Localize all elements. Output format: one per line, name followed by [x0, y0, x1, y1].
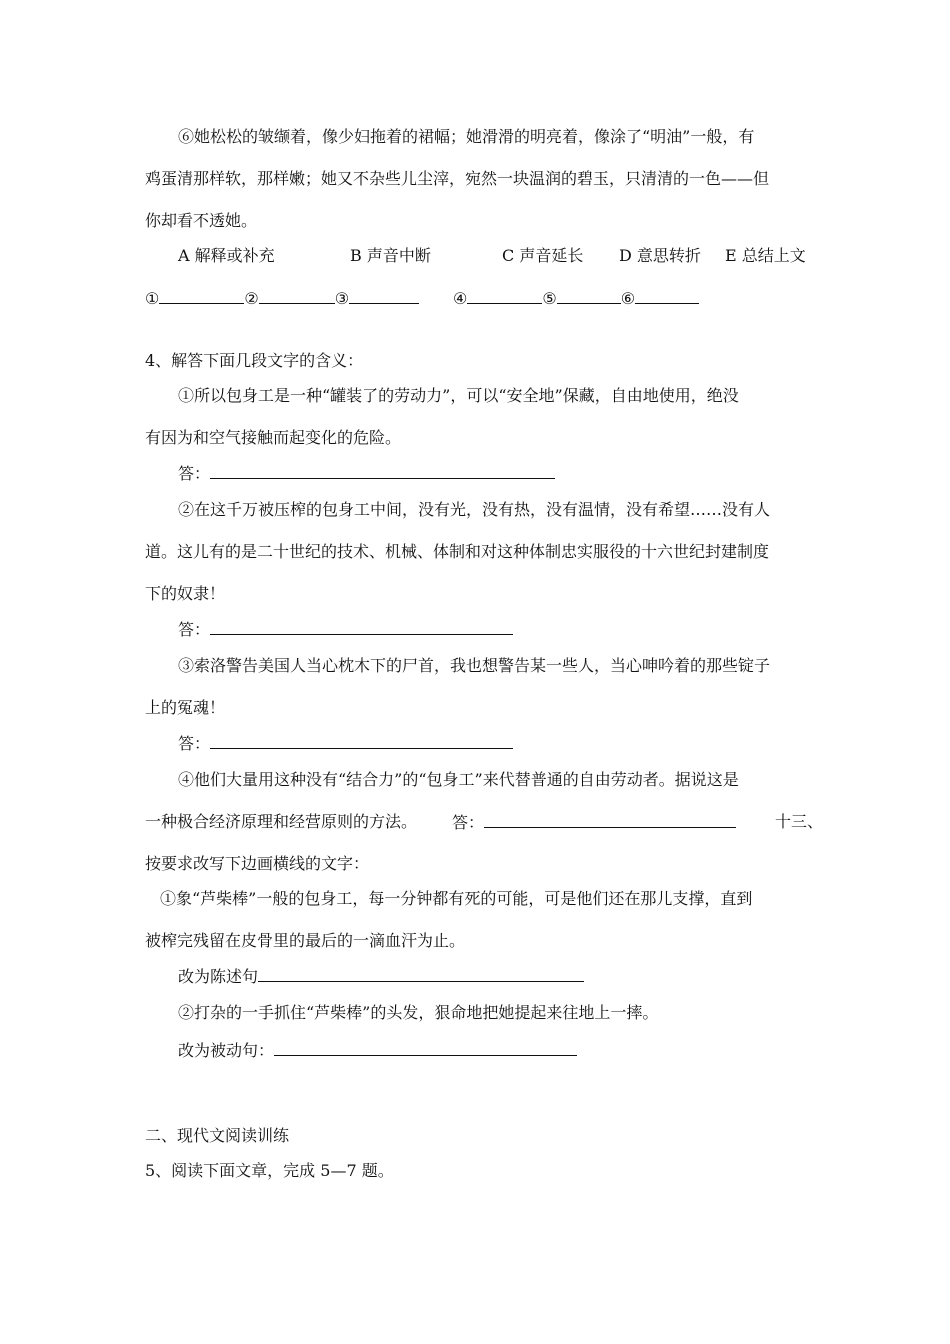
- rewrite-answer-line-1[interactable]: [258, 965, 584, 982]
- answer-blank-2[interactable]: [259, 287, 335, 304]
- answer-blank-5[interactable]: [557, 287, 621, 304]
- q4-p2-line1: ②在这千万被压榨的包身工中间，没有光，没有热，没有温情，没有希望……没有人: [178, 500, 771, 519]
- answer-blank-3[interactable]: [349, 287, 419, 304]
- q4-p2-line2: 道。这儿有的是二十世纪的技术、机械、体制和对这种体制忠实服役的十六世纪封建制度: [145, 542, 770, 561]
- para6-line1: ⑥她松松的皱缬着，像少妇拖着的裙幅；她滑滑的明亮着，像涂了“明油”一般，有: [178, 127, 755, 146]
- q4-heading: 4、解答下面几段文字的含义：: [145, 351, 364, 370]
- rewrite1-line1: ①象“芦柴棒”一般的包身工，每一分钟都有死的可能，可是他们还在那儿支撑，直到: [160, 889, 753, 908]
- answer-label: 答：: [178, 734, 211, 753]
- answer-blank-6[interactable]: [635, 287, 699, 304]
- blank-number-5: ⑤: [542, 289, 557, 308]
- rewrite-answer-line-2[interactable]: [274, 1039, 577, 1056]
- q4-p2-answer: [178, 618, 513, 641]
- rewrite-heading: 按要求改写下边画横线的文字：: [145, 854, 370, 873]
- answer-label: 答：: [178, 464, 211, 483]
- q4-p4-line2: 一种极合经济原理和经营原则的方法。: [145, 812, 418, 831]
- blank-number-2: ②: [244, 289, 259, 308]
- q5-instruction: 5、阅读下面文章，完成 5—7 题。: [145, 1161, 394, 1180]
- answer-label: 答：: [452, 813, 485, 832]
- q4-p3-line1: ③索洛警告美国人当心枕木下的尸首，我也想警告某一些人，当心呻吟着的那些锭子: [178, 656, 771, 675]
- blank-number-6: ⑥: [620, 289, 636, 308]
- q4-p3-answer: [178, 732, 513, 755]
- rewrite2-answer: [178, 1039, 577, 1062]
- para6-line3: 你却看不透她。: [145, 211, 258, 230]
- answer-line-1[interactable]: [210, 462, 555, 479]
- option-b: B 声音中断: [350, 246, 431, 265]
- answer-line-2[interactable]: [210, 618, 513, 635]
- q4-p4-line1: ④他们大量用这种没有“结合力”的“包身工”来代替普通的自由劳动者。据说这是: [178, 770, 739, 789]
- answer-line-3[interactable]: [210, 732, 513, 749]
- option-c: C 声音延长: [502, 246, 584, 265]
- rewrite1-prompt: 改为陈述句: [178, 967, 259, 986]
- rewrite1-line2: 被榨完残留在皮骨里的最后的一滴血汗为止。: [145, 931, 466, 950]
- option-d: D 意思转折: [619, 246, 701, 265]
- q4-p1-line1: ①所以包身工是一种“罐装了的劳动力”，可以“安全地”保藏，自由地使用，绝没: [178, 386, 739, 405]
- rewrite1-answer: [178, 965, 584, 988]
- blank-number-3: ③: [334, 289, 350, 308]
- answer-line-4[interactable]: [484, 811, 736, 828]
- rewrite2-line1: ②打杂的一手抓住“芦柴棒”的头发，狠命地把她提起来往地上一摔。: [178, 1003, 659, 1022]
- section2-heading: 二、现代文阅读训练: [145, 1126, 290, 1145]
- answer-blank-4[interactable]: [467, 287, 542, 304]
- option-a: A 解释或补充: [178, 246, 275, 265]
- blank-number-4: ④: [453, 289, 468, 308]
- q4-p4-answer: [452, 811, 736, 834]
- para6-line2: 鸡蛋清那样软，那样嫩；她又不杂些儿尘滓，宛然一块温润的碧玉，只清清的一色——但: [145, 169, 770, 188]
- blank-number-1: ①: [145, 289, 160, 308]
- q4-p1-answer: [178, 462, 555, 485]
- answer-blank-1[interactable]: [159, 287, 244, 304]
- q4-p3-line2: 上的冤魂！: [145, 698, 226, 717]
- option-e: E 总结上文: [725, 246, 806, 265]
- blank-row: [145, 287, 699, 310]
- section-thirteen: 十三、: [775, 812, 824, 831]
- rewrite2-prompt: 改为被动句：: [178, 1041, 275, 1060]
- q4-p2-line3: 下的奴隶！: [145, 584, 226, 603]
- q4-p1-line2: 有因为和空气接触而起变化的危险。: [145, 428, 402, 447]
- answer-label: 答：: [178, 620, 211, 639]
